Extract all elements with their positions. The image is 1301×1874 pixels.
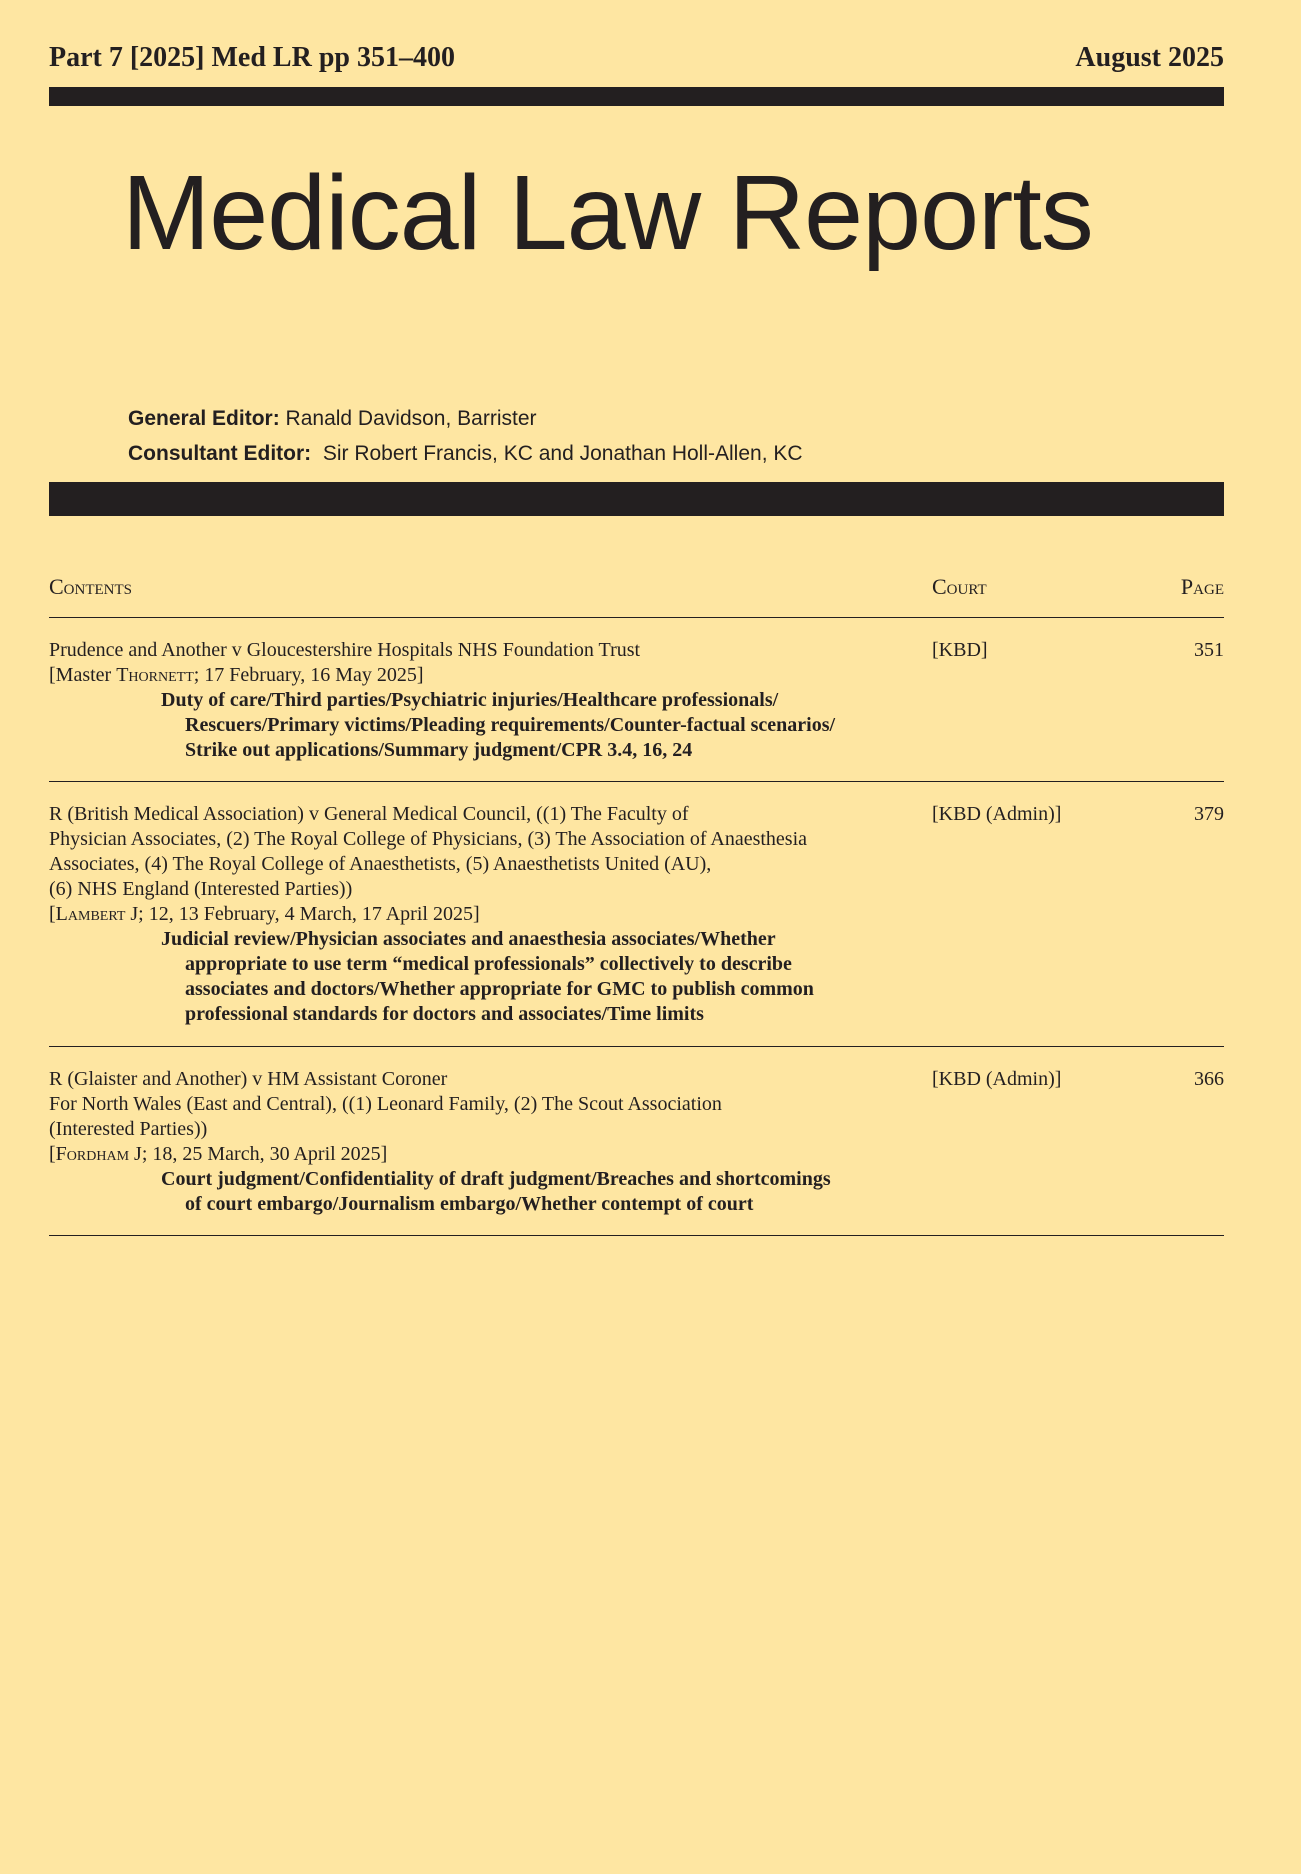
divider <box>49 1046 1224 1047</box>
consultant-editor-label: Consultant Editor: <box>128 442 312 465</box>
general-editor-label: General Editor: <box>128 407 280 430</box>
case-title-line: (Interested Parties)) <box>49 1118 208 1140</box>
judge-name: Fordham <box>55 1143 130 1165</box>
entry-page: 351 <box>1194 639 1224 661</box>
divider <box>49 617 1224 618</box>
journal-title: Medical Law Reports <box>122 154 1093 272</box>
headnote <box>161 1167 929 1217</box>
consultant-editor <box>128 442 803 466</box>
headnote-line: of court embargo/Journalism embargo/Whether contempt of court <box>185 1193 754 1215</box>
headnote-line: appropriate to use term “medical professionals” collectively to describe <box>185 953 792 975</box>
judge-name: Lambert <box>55 903 126 925</box>
page-column-header: Page <box>1180 574 1224 599</box>
entry-text <box>49 638 929 763</box>
headnote-line: Judicial review/Physician associates and anaesthesia associates/Whether <box>161 928 776 950</box>
headnote-line: Rescuers/Primary victims/Pleading requirements/Counter-factual scenarios/ <box>185 714 836 736</box>
case-title-line: R (British Medical Association) v General Medical Council, ((1) The Faculty of <box>49 803 689 825</box>
case-title-line: Physician Associates, (2) The Royal College of Physicians, (3) The Association of Anaesthesia <box>49 828 808 850</box>
case-title-line: (6) NHS England (Interested Parties)) <box>49 878 353 900</box>
issue-part-label: Part 7 [2025] Med LR pp 351–400 <box>49 42 455 73</box>
court-column-header: Court <box>932 574 987 599</box>
headnote <box>161 688 929 763</box>
divider <box>49 781 1224 782</box>
judge-name: Thornett <box>116 664 194 686</box>
headnote-line: Court judgment/Confidentiality of draft judgment/Breaches and shortcomings <box>161 1168 831 1190</box>
consultant-editor-name: Sir Robert Francis, KC and Jonathan Holl-Allen, KC <box>322 442 803 465</box>
headnote-line: associates and doctors/Whether appropriate for GMC to publish common <box>185 978 814 1000</box>
judge-line: [Master Thornett; 17 February, 16 May 2025] <box>49 664 424 686</box>
case-title-line: For North Wales (East and Central), ((1) Leonard Family, (2) The Scout Association <box>49 1093 722 1115</box>
general-editor-name: Ranald Davidson, Barrister <box>285 407 537 430</box>
case-title-line: Associates, (4) The Royal College of Anaesthetists, (5) Anaesthetists United (AU), <box>49 853 712 875</box>
judge-line: [Fordham J; 18, 25 March, 30 April 2025] <box>49 1143 388 1165</box>
entry-court: [KBD] <box>932 639 988 661</box>
entry-page: 379 <box>1194 803 1224 825</box>
case-title-line: Prudence and Another v Gloucestershire Hospitals NHS Foundation Trust <box>49 639 641 661</box>
headnote-line: professional standards for doctors and associates/Time limits <box>185 1003 704 1025</box>
entry-court: [KBD (Admin)] <box>932 803 1062 825</box>
entry-court: [KBD (Admin)] <box>932 1068 1062 1090</box>
entry-page: 366 <box>1194 1068 1224 1090</box>
middle-rule <box>49 482 1224 516</box>
divider <box>49 1235 1224 1236</box>
general-editor <box>128 407 537 431</box>
headnote-line: Duty of care/Third parties/Psychiatric injuries/Healthcare professionals/ <box>161 689 779 711</box>
headnote-line: Strike out applications/Summary judgment/CPR 3.4, 16, 24 <box>185 739 693 761</box>
headnote <box>161 927 929 1027</box>
contents-column-header: Contents <box>49 574 133 599</box>
top-rule <box>49 87 1224 106</box>
issue-date: August 2025 <box>1075 42 1224 73</box>
entry-text <box>49 1067 929 1217</box>
case-title-line: R (Glaister and Another) v HM Assistant Coroner <box>49 1068 448 1090</box>
entry-text <box>49 802 929 1027</box>
judge-line: [Lambert J; 12, 13 February, 4 March, 17 April 2025] <box>49 903 480 925</box>
